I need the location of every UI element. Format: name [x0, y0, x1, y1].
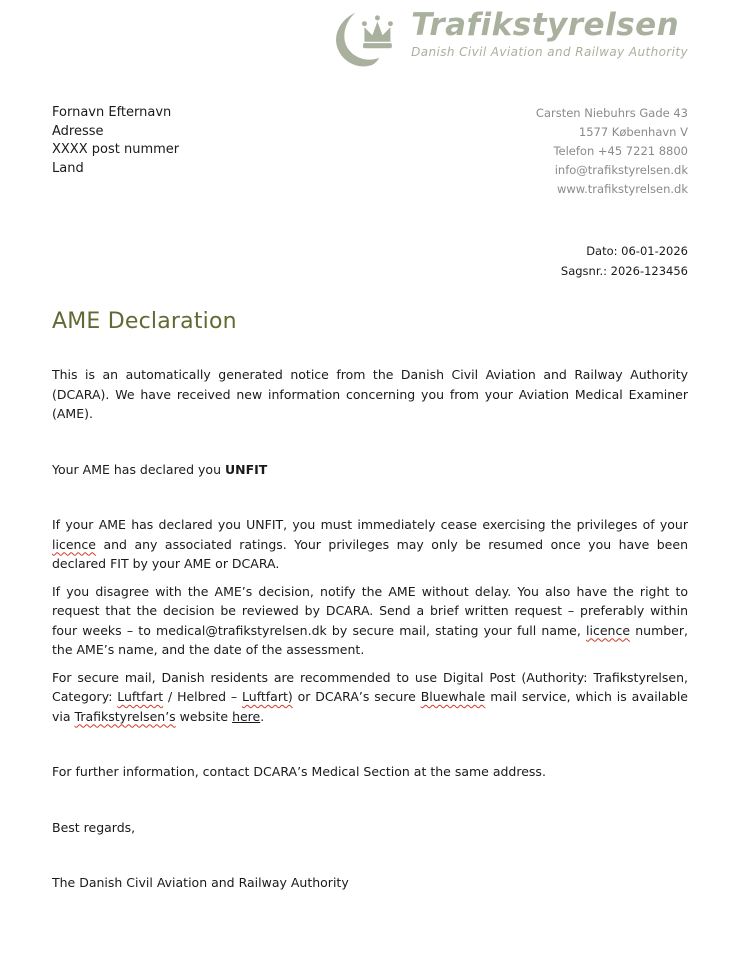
text-segment: The Danish Civil Aviation and Railway Authority — [52, 875, 349, 890]
text-segment: . — [260, 708, 265, 724]
misspelled-word: Luftfart — [117, 689, 164, 704]
misspelled-word: Trafikstyrelsen’s — [74, 708, 176, 724]
paragraph-further-info — [52, 762, 688, 782]
recipient-line: Land — [52, 160, 84, 176]
misspelled-word: licence — [52, 536, 96, 552]
bold-text: UNFIT — [224, 461, 268, 477]
paragraph-signature — [52, 873, 688, 893]
text-segment: For further information, contact DCARA’s Medical Section at the same address. — [52, 764, 546, 779]
text-segment: This is an automatically generated notice from the Danish Civil Aviation and Railway Authority (DCARA). We have received new information concerning you from your Aviation Medical Examiner (AME). — [52, 367, 688, 421]
contact-website: www.trafikstyrelsen.dk — [556, 182, 688, 196]
page-title: AME Declaration — [52, 309, 237, 334]
authority-contact-block — [536, 104, 688, 199]
misspelled-word: licence — [586, 622, 631, 638]
paragraph-declaration — [52, 460, 688, 480]
here-link[interactable]: here — [232, 708, 261, 724]
text-segment: If your AME has declared you UNFIT, you must immediately cease exercising the privileges of your — [52, 517, 688, 532]
text-segment: / Helbred – — [163, 689, 243, 704]
text-segment: or DCARA’s secure — [292, 689, 421, 704]
date-line: Dato: 06-01-2026 — [586, 244, 688, 258]
recipient-line: XXXX post nummer — [52, 142, 180, 157]
paragraph-regards — [52, 818, 688, 838]
contact-phone: Telefon +45 7221 8800 — [553, 144, 688, 158]
letter-header — [52, 8, 688, 74]
recipient-line: Fornavn Efternavn — [52, 105, 172, 120]
misspelled-word: Luftfart) — [242, 689, 293, 704]
address-section — [52, 104, 688, 199]
crown-icon — [362, 15, 393, 48]
crescent-crown-icon — [329, 10, 403, 72]
text-segment: Best regards, — [52, 819, 136, 835]
text-segment: website — [175, 708, 233, 724]
logo-tagline: Danish Civil Aviation and Railway Authority — [411, 44, 688, 59]
contact-street: Carsten Niebuhrs Gade 43 — [535, 106, 688, 120]
text-segment: mail service, which is available via — [52, 689, 688, 724]
contact-city: 1577 København V — [578, 125, 688, 139]
case-number-line: Sagsnr.: 2026-123456 — [560, 263, 688, 278]
paragraph-unfit-rules — [52, 515, 688, 574]
contact-email: info@trafikstyrelsen.dk — [554, 163, 688, 177]
trafikstyrelsen-logo — [329, 8, 688, 72]
paragraph-secure-mail — [52, 668, 688, 727]
logo-text — [411, 8, 688, 59]
logo-brand-name: Trafikstyrelsen — [411, 7, 680, 43]
recipient-address-block — [52, 104, 179, 199]
misspelled-word: Bluewhale — [420, 689, 486, 704]
text-segment: If you disagree with the AME’s decision, notify the AME without delay. You also have the right to request that the decision be reviewed by DCARA. Send a brief written request – preferably within four weeks – to medical@trafikstyrelsen.dk by secure mail, stating your full name, — [52, 583, 688, 638]
letter-body — [52, 365, 688, 893]
text-segment: and any associated ratings. Your privileges may only be resumed once you have been declared FIT by your AME or DCARA. — [52, 536, 688, 571]
text-segment: For secure mail, Danish residents are recommended to use Digital Post (Authority: Trafikstyrelsen, Category: — [52, 669, 688, 704]
paragraph-disagree — [52, 582, 688, 660]
text-segment: Your AME has declared you — [52, 461, 225, 477]
meta-block — [52, 242, 688, 281]
recipient-line: Adresse — [52, 123, 104, 139]
text-segment: number, the AME’s name, and the date of the assessment. — [52, 622, 688, 657]
paragraph-intro — [52, 365, 688, 424]
